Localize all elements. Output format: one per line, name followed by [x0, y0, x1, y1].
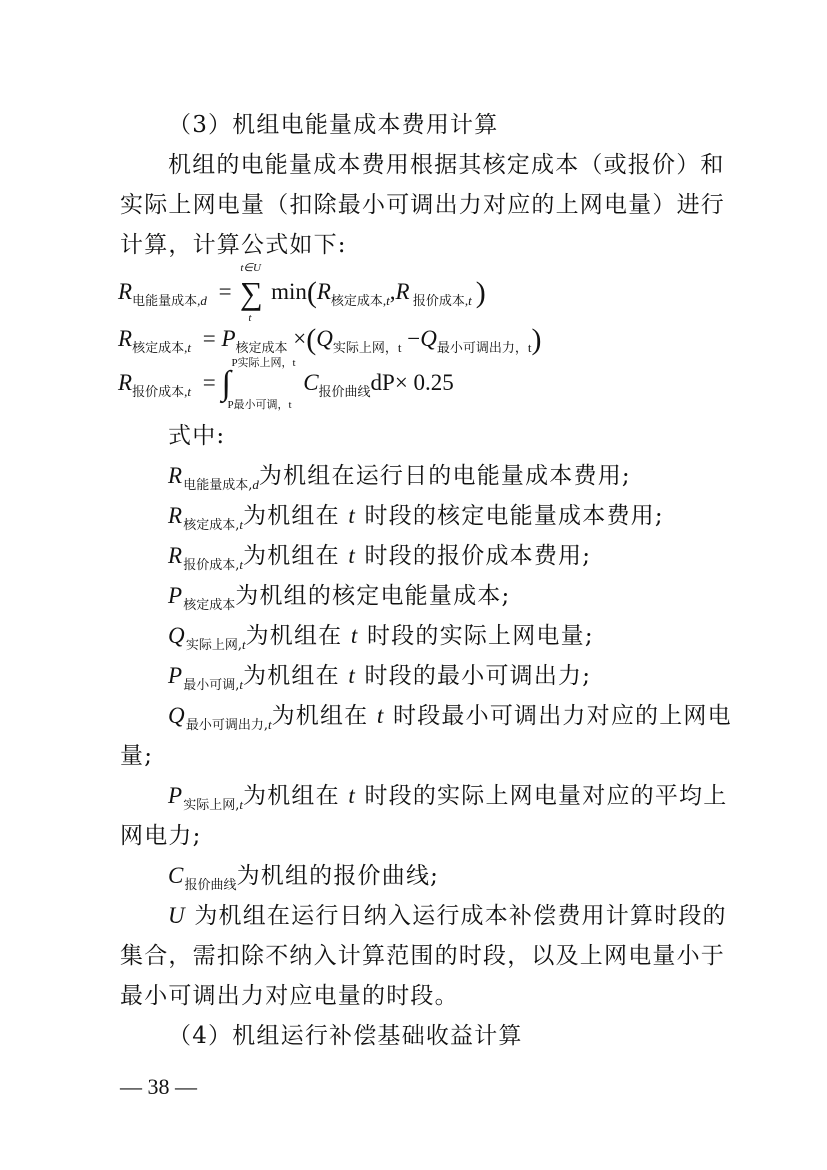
formula-subscript-var: t [468, 293, 472, 308]
definition-item: $R_{电能量成本,d}$为机组在运行日的电能量成本费用; [168, 463, 631, 493]
times-sign: × [293, 326, 307, 351]
formula-subscript-var: t [386, 293, 390, 308]
formula-subscript-var: t [187, 340, 191, 355]
formula-tail: dP× 0.25 [370, 369, 454, 395]
definition-item: $P_{最小可调,t}$为机组在 t 时段的最小可调出力; [168, 663, 592, 693]
definition-item: $R_{核定成本,t}$为机组在 t 时段的核定电能量成本费用; [168, 503, 664, 533]
formula-subscript: 最小可调出力，t [436, 340, 532, 355]
sum-lower: t [248, 311, 252, 324]
definition-item: $P_{实际上网,t}$为机组在 t 时段的实际上网电量对应的平均上 [168, 783, 728, 813]
sum-upper: t∈U [240, 261, 261, 274]
summation: t∈U ∑ t [239, 261, 263, 324]
formula-subscript: 核定成本, [330, 293, 387, 308]
minus-sign: − [407, 326, 421, 351]
formula-symbol: Q [316, 326, 333, 351]
formula-subscript: 电能量成本, [132, 293, 201, 308]
equals-sign: = [202, 326, 216, 351]
formula-symbol: R [118, 369, 133, 395]
page-number: — 38 — [120, 1074, 197, 1099]
definition-item: $Q_{最小可调出力,t}$为机组在 t 时段最小可调出力对应的上网电 [168, 703, 732, 733]
formula-symbol: R [118, 279, 133, 304]
paragraph-line: 实际上网电量（扣除最小可调出力对应的上网电量）进行 [120, 192, 725, 218]
paragraph-line: 集合，需扣除不纳入计算范围的时段，以及上网电量小于 [120, 943, 725, 969]
equals-sign: = [218, 279, 232, 304]
definition-item: $C_{报价曲线}$为机组的报价曲线; [168, 863, 440, 893]
paragraph-line: U 为机组在运行日纳入运行成本补偿费用计算时段的 [168, 903, 727, 929]
formula-symbol: R [395, 279, 410, 304]
formula-symbol: R [316, 279, 331, 304]
definition-item: $Q_{实际上网,t}$为机组在 t 时段的实际上网电量; [168, 623, 594, 653]
comma: , [389, 279, 396, 304]
formula-approved-cost: $R_{核定成本,t} = P_{核定成本} \times(Q_{实际上网,t} -Q_{最小可调出力,t})$ [118, 323, 542, 356]
formula-bid-cost [118, 357, 454, 411]
formula-subscript: 核定成本 [235, 340, 288, 355]
where-label: 式中: [168, 423, 226, 449]
formula-subscript-var: d [200, 293, 207, 308]
paragraph-line: 计算，计算公式如下: [120, 232, 347, 258]
integral-lower-limit: P最小可调，t [227, 399, 292, 411]
formula-symbol: Q [420, 326, 437, 351]
formula-symbol: P [221, 326, 236, 351]
section-heading-3: （3）机组电能量成本费用计算 [168, 112, 499, 138]
formula-subscript-var: t [187, 383, 191, 399]
formula-subscript: 报价成本, [132, 383, 188, 399]
paragraph-line: 最小可调出力对应电量的时段。 [120, 983, 459, 1009]
formula-energy-cost: $R_{电能量成本,d}$ = t∈U ∑ t $\min(R_{核定成本,t},R$ $_{报价成本,t}$ ) [118, 261, 486, 324]
definition-continuation: 量; [120, 743, 154, 769]
min-function: min [271, 279, 307, 304]
paragraph-line: 机组的电能量成本费用根据其核定成本（或报价）和 [168, 152, 725, 178]
definition-continuation: 网电力; [120, 823, 202, 849]
definition-item: $P_{核定成本}$为机组的核定电能量成本; [168, 583, 511, 613]
equals-sign: = [202, 369, 216, 395]
section-heading-4: （4）机组运行补偿基础收益计算 [168, 1023, 523, 1049]
formula-subscript: 报价曲线 [318, 383, 371, 399]
formula-symbol: C [303, 369, 319, 395]
integral: P实际上网，t ∫ P最小可调，t [221, 369, 237, 400]
formula-symbol: R [118, 326, 133, 351]
integral-upper-limit: P实际上网，t [231, 357, 296, 369]
formula-subscript: 核定成本, [132, 340, 188, 355]
definition-item: $R_{报价成本,t}$为机组在 t 时段的报价成本费用; [168, 543, 592, 573]
formula-subscript: 报价成本, [409, 293, 469, 308]
formula-subscript: 实际上网，t [332, 340, 402, 355]
